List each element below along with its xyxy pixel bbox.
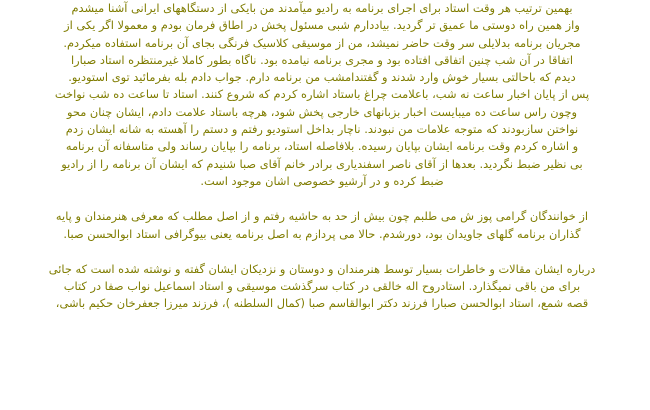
text-line: برای من باقی نمیگذارد. استادروح اله خالقی در کتاب سرگذشت موسیقی و استاد اسماعیل نواب صفا در کتاب [63, 279, 581, 294]
text-line: وچون راس ساعت ده میبایست اخبار بزبانهای خارجی پخش شود، هرچه باستاد علامت دادم، ایشان چنان محو [66, 104, 578, 119]
paragraph-saba-biography [6, 261, 638, 313]
text-line: مجریان برنامه بدلایلی سر وقت حاضر نمیشد، من از موسیقی کلاسیک فرنگی بجای آن برنامه استفاده میکردم. [63, 35, 581, 50]
text-line: واز همین راه دوستی ما عمیق تر گردید. بیاددارم شبی مسئول پخش در اطاق فرمان بودم و معمولا اگر یکی از [64, 18, 580, 33]
paragraph-saba-radio-story [6, 0, 638, 190]
text-line: نواختن سازبودند که متوجه علامات من نبودند. ناچار بداخل استودیو رفتم و دستم را آهسته به شانه ایشان زدم [65, 122, 579, 137]
text-line: و اشاره کردم وقت برنامه ایشان بپایان رسیده. بلافاصله استاد، برنامه را بپایان رساند ولی متاسفانه آن برنامه [65, 139, 579, 154]
paragraph-spacer [6, 243, 638, 261]
text-line: بهمین ترتیب هر وقت استاد برای اجرای برنامه به رادیو میآمدند من بایکی از دستگاههای ایرانی آشنا میشدم [71, 1, 573, 15]
text-line: اتفاقا در آن شب چنین اتفاقی افتاده بود و مجری برنامه نیامده بود. ناگاه بطور کاملا غیرمنتظره استاد صبارا [71, 52, 573, 67]
text-line: ضبط کرده و در آرشیو خصوصی اشان موجود است. [200, 173, 444, 188]
text-line: بی نظیر ضبط نگردید. بعدها از آقای ناصر اسفندیاری برادر خانم آقای صبا شنیدم که ایشان آن برنامه را از رادیو [61, 156, 583, 171]
paragraph-apology-to-readers [6, 208, 638, 243]
text-line: از خوانندگان گرامی پوز ش می طلبم چون بیش از حد به حاشیه رفتم و از اصل مطلب که معرفی هنرمندان و پایه [55, 209, 589, 224]
text-line: پس از پایان اخبار ساعت نه شب، باعلامت چراغ باستاد اشاره کردم که شروع کنند. استاد تا ساعت ده شب نواخت [54, 87, 590, 102]
text-line: درباره ایشان مقالات و خاطرات بسیار توسط هنرمندان و دوستان و نزدیکان ایشان گفته و نوشته شده است که جائی [48, 261, 596, 276]
paragraph-spacer [6, 190, 638, 208]
text-line: قصه شمع، استاد ابوالحسن صبارا فرزند دکتر ابوالقاسم صبا (کمال السلطنه )، فرزند میرزا جعفرخان حکیم باشی، [55, 296, 589, 311]
text-line: گذاران برنامه گلهای جاویدان بود، دورشدم. حالا می پردازم به اصل برنامه یعنی بیوگرافی استاد ابوالحسن صبا. [63, 226, 581, 241]
text-line: دیدم که باحالتی بسیار خوش وارد شدند و گفتندامشب من برنامه دارم. جواب دادم بله بفرمائید توی استودیو. [68, 70, 576, 85]
